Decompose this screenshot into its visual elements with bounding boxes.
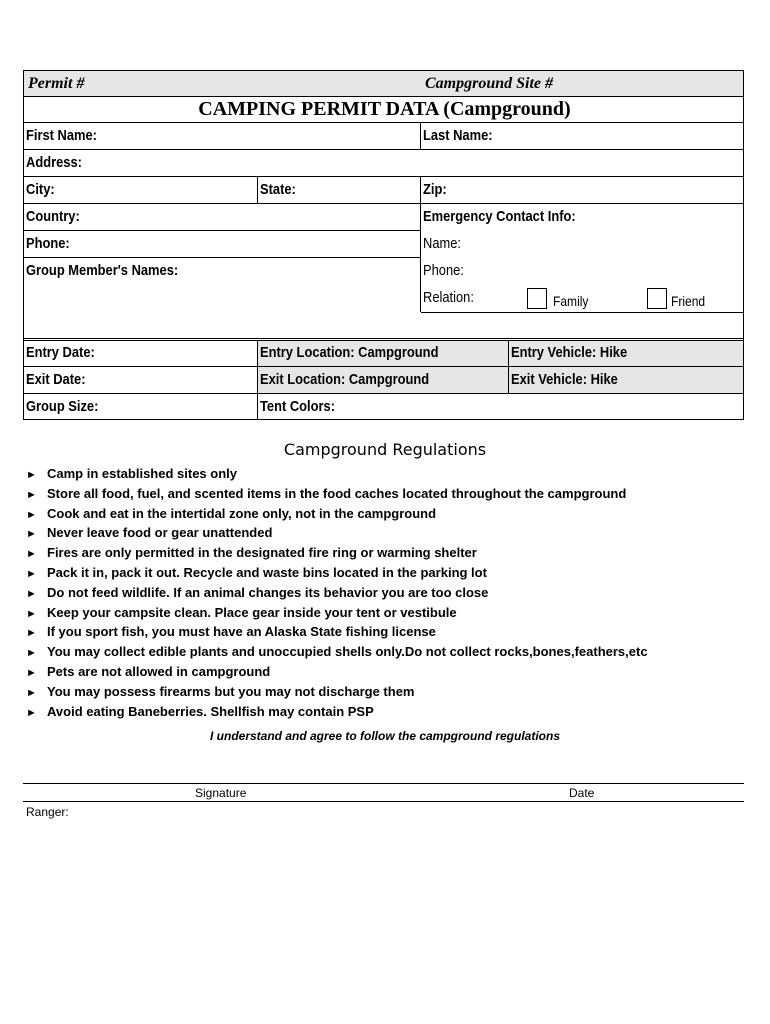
- arrow-bullet-icon: ►: [26, 587, 37, 600]
- regulation-item: [26, 683, 648, 703]
- rule: [257, 340, 258, 420]
- address-field[interactable]: [24, 150, 743, 176]
- rule: [24, 366, 743, 367]
- rule: [420, 177, 421, 312]
- zip-field[interactable]: [421, 177, 743, 203]
- exit-date-label: Exit Date:: [26, 371, 86, 388]
- arrow-bullet-icon: ►: [26, 666, 37, 679]
- regulation-text: Do not feed wildlife. If an animal changes its behavior you are too close: [47, 584, 489, 600]
- ranger-line: [23, 801, 744, 802]
- city-label: City:: [26, 181, 55, 198]
- family-text: Family: [553, 293, 589, 309]
- tent-colors-label: Tent Colors:: [260, 398, 336, 415]
- regulations-heading: Campground Regulations: [283, 440, 487, 459]
- regulation-text: Pack it in, pack it out. Recycle and waste bins located in the parking lot: [47, 564, 487, 580]
- rule: [420, 123, 421, 149]
- date-label: Date: [569, 786, 595, 800]
- group-size-label: Group Size:: [26, 398, 99, 415]
- phone-label: Phone:: [26, 235, 70, 252]
- regulation-item: [26, 524, 648, 544]
- friend-label: [669, 288, 711, 314]
- group-size-field[interactable]: [24, 394, 257, 420]
- arrow-bullet-icon: ►: [26, 607, 37, 620]
- rule: [421, 312, 743, 313]
- regulation-text: Avoid eating Baneberries. Shellfish may contain PSP: [47, 703, 374, 719]
- arrow-bullet-icon: ►: [26, 469, 37, 481]
- zip-label: Zip:: [423, 181, 447, 198]
- regulation-text: Store all food, fuel, and scented items in the food caches located throughout the campground: [47, 485, 627, 501]
- entry-vehicle-field: [509, 340, 743, 366]
- entry-date-field[interactable]: [24, 340, 257, 366]
- regulation-text: If you sport fish, you must have an Alaska State fishing license: [47, 624, 436, 640]
- rule: [24, 230, 420, 231]
- emergency-contact-heading: [421, 204, 743, 230]
- regulation-text: Keep your campsite clean. Place gear inside your tent or vestibule: [47, 604, 457, 620]
- arrow-bullet-icon: ►: [26, 548, 37, 561]
- arrow-bullet-icon: ►: [26, 567, 37, 580]
- permit-header-row: [24, 71, 743, 96]
- family-checkbox[interactable]: [527, 288, 547, 309]
- rule: [508, 340, 509, 393]
- group-members-label: Group Member's Names:: [26, 262, 179, 279]
- arrow-bullet-icon: ►: [26, 508, 37, 521]
- first-name-field[interactable]: [24, 123, 420, 149]
- exit-location-field: [258, 367, 508, 393]
- rule: [24, 203, 743, 204]
- entry-date-label: Entry Date:: [26, 344, 95, 361]
- signature-label: Signature: [195, 786, 247, 800]
- arrow-bullet-icon: ►: [26, 488, 37, 501]
- exit-vehicle-field: [509, 367, 743, 393]
- regulation-item: [26, 485, 648, 505]
- state-field[interactable]: [258, 177, 420, 203]
- family-label: [551, 288, 594, 314]
- emergency-name-label: Name:: [423, 235, 462, 252]
- regulation-item: [26, 604, 648, 624]
- first-name-label: First Name:: [26, 127, 97, 144]
- form-title: CAMPING PERMIT DATA (Campground): [198, 98, 571, 120]
- regulations-list: [26, 465, 648, 722]
- emergency-contact-label: Emergency Contact Info:: [423, 208, 576, 225]
- emergency-name-field[interactable]: [421, 231, 743, 257]
- regulation-text: Camp in established sites only: [47, 466, 237, 481]
- friend-text: Friend: [671, 293, 706, 309]
- regulation-text: You may collect edible plants and unoccupied shells only.Do not collect rocks,bones,feathers,etc: [47, 644, 648, 660]
- regulation-text: Pets are not allowed in campground: [47, 663, 271, 679]
- regulation-item: [26, 564, 648, 584]
- rule: [24, 149, 743, 150]
- emergency-phone-label: Phone:: [423, 262, 464, 279]
- exit-location-label: Exit Location: Campground: [260, 371, 430, 388]
- regulation-item: [26, 505, 648, 525]
- exit-date-field[interactable]: [24, 367, 257, 393]
- ranger-label: Ranger:: [26, 805, 69, 819]
- arrow-bullet-icon: ►: [26, 528, 37, 541]
- regulation-item: [26, 584, 648, 604]
- regulation-item: [26, 703, 648, 723]
- rule: [24, 257, 420, 258]
- exit-vehicle-label: Exit Vehicle: Hike: [511, 371, 618, 388]
- rule: [24, 338, 743, 341]
- last-name-field[interactable]: [421, 123, 743, 149]
- address-label: Address:: [26, 154, 82, 171]
- rule: [24, 96, 743, 97]
- regulation-text: You may possess firearms but you may not discharge them: [47, 683, 415, 699]
- regulation-item: [26, 465, 648, 485]
- rule: [24, 393, 743, 394]
- arrow-bullet-icon: ►: [26, 647, 37, 660]
- regulation-item: [26, 544, 648, 564]
- entry-vehicle-label: Entry Vehicle: Hike: [511, 344, 628, 361]
- state-label: State:: [260, 181, 296, 198]
- arrow-bullet-icon: ►: [26, 686, 37, 699]
- arrow-bullet-icon: ►: [26, 706, 37, 719]
- agreement-statement: I understand and agree to follow the campground regulations: [209, 729, 561, 743]
- regulation-item: [26, 623, 648, 643]
- rule: [24, 176, 743, 177]
- regulation-item: [26, 663, 648, 683]
- signature-line[interactable]: [23, 783, 744, 784]
- tent-colors-field[interactable]: [258, 394, 743, 420]
- friend-checkbox[interactable]: [647, 288, 667, 309]
- arrow-bullet-icon: ►: [26, 627, 37, 640]
- phone-field[interactable]: [24, 231, 420, 257]
- group-members-field[interactable]: [24, 258, 420, 338]
- regulation-text: Fires are only permitted in the designated fire ring or warming shelter: [47, 545, 477, 561]
- country-field[interactable]: [24, 204, 420, 230]
- regulation-text: Never leave food or gear unattended: [47, 525, 273, 541]
- last-name-label: Last Name:: [423, 127, 493, 144]
- permit-form: [23, 70, 744, 420]
- city-field[interactable]: [24, 177, 257, 203]
- campground-site-label: Campground Site #: [425, 75, 554, 92]
- rule: [257, 177, 258, 203]
- permit-number-label: Permit #: [28, 75, 85, 92]
- emergency-phone-field[interactable]: [421, 258, 743, 284]
- entry-location-label: Entry Location: Campground: [260, 344, 439, 361]
- entry-location-field: [258, 340, 508, 366]
- relation-label: Relation:: [423, 289, 474, 306]
- regulation-text: Cook and eat in the intertidal zone only, not in the campground: [47, 505, 437, 521]
- rule: [24, 122, 743, 123]
- regulation-item: [26, 643, 648, 663]
- country-label: Country:: [26, 208, 80, 225]
